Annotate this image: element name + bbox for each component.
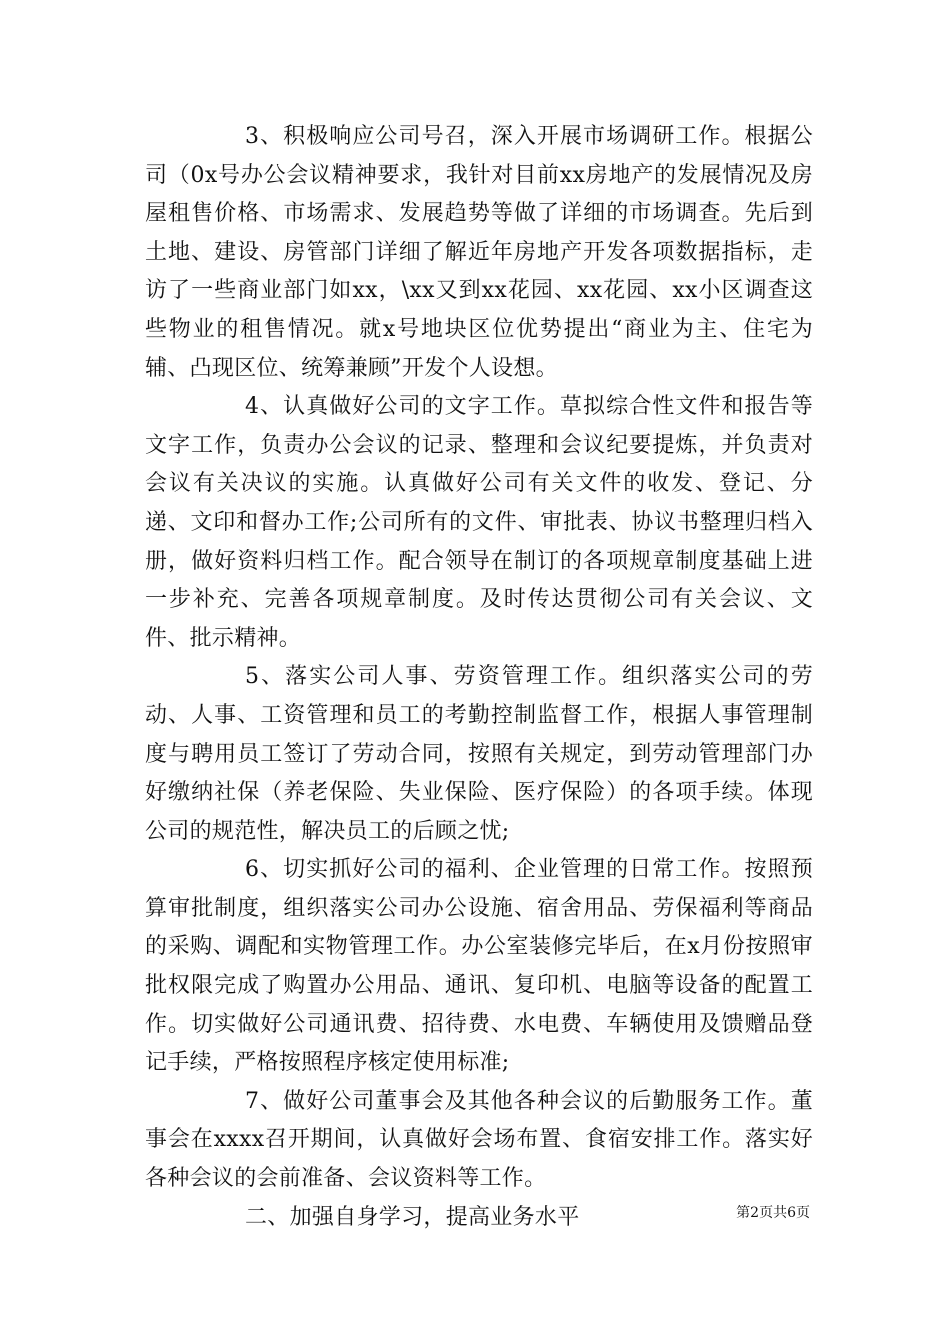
paragraph-item-7: 7、做好公司董事会及其他各种会议的后勤服务工作。董事会在xxxx召开期间，认真做好会场布置、食宿安排工作。落实好各种会议的会前准备、会议资料等工作。 [145,1088,813,1192]
paragraph-item-4: 4、认真做好公司的文字工作。草拟综合性文件和报告等文字工作，负责办公会议的记录、整理和会议纪要提炼，并负责对会议有关决议的实施。认真做好公司有关文件的收发、登记、分递、文印和督办工作;公司所有的文件、审批表、协议书整理归档入册，做好资料归档工作。配合领导在制订的各项规章制度基础上进一步补充、完善各项规章制度。及时传达贯彻公司有关会议、文件、批示精神。 [145,394,813,651]
page-number-footer: 第2页共6页 [736,1205,810,1221]
paragraph-item-3: 3、积极响应公司号召，深入开展市场调研工作。根据公司（0x号办公会议精神要求，我针对目前xx房地产的发展情况及房屋租售价格、市场需求、发展趋势等做了详细的市场调查。先后到土地、建设、房管部门详细了解近年房地产开发各项数据指标，走访了一些商业部门如xx，\xx又到xx花园、xx花园、xx小区调查这些物业的租售情况。就x号地块区位优势提出“商业为主、住宅为辅、凸现区位、统筹兼顾”开发个人设想。 [145,124,813,381]
section-heading: 二、加强自身学习，提高业务水平 [245,1204,580,1230]
paragraph-item-6: 6、切实抓好公司的福利、企业管理的日常工作。按照预算审批制度，组织落实公司办公设施、宿舍用品、劳保福利等商品的采购、调配和实物管理工作。办公室装修完毕后，在x月份按照审批权限完成了购置办公用品、通讯、复印机、电脑等设备的配置工作。切实做好公司通讯费、招待费、水电费、车辆使用及馈赠品登记手续，严格按照程序核定使用标准; [145,857,813,1076]
paragraph-item-5: 5、落实公司人事、劳资管理工作。组织落实公司的劳动、人事、工资管理和员工的考勤控制监督工作，根据人事管理制度与聘用员工签订了劳动合同，按照有关规定，到劳动管理部门办好缴纳社保（养老保险、失业保险、医疗保险）的各项手续。体现公司的规范性，解决员工的后顾之忧; [145,664,813,844]
document-body [145,118,813,1237]
